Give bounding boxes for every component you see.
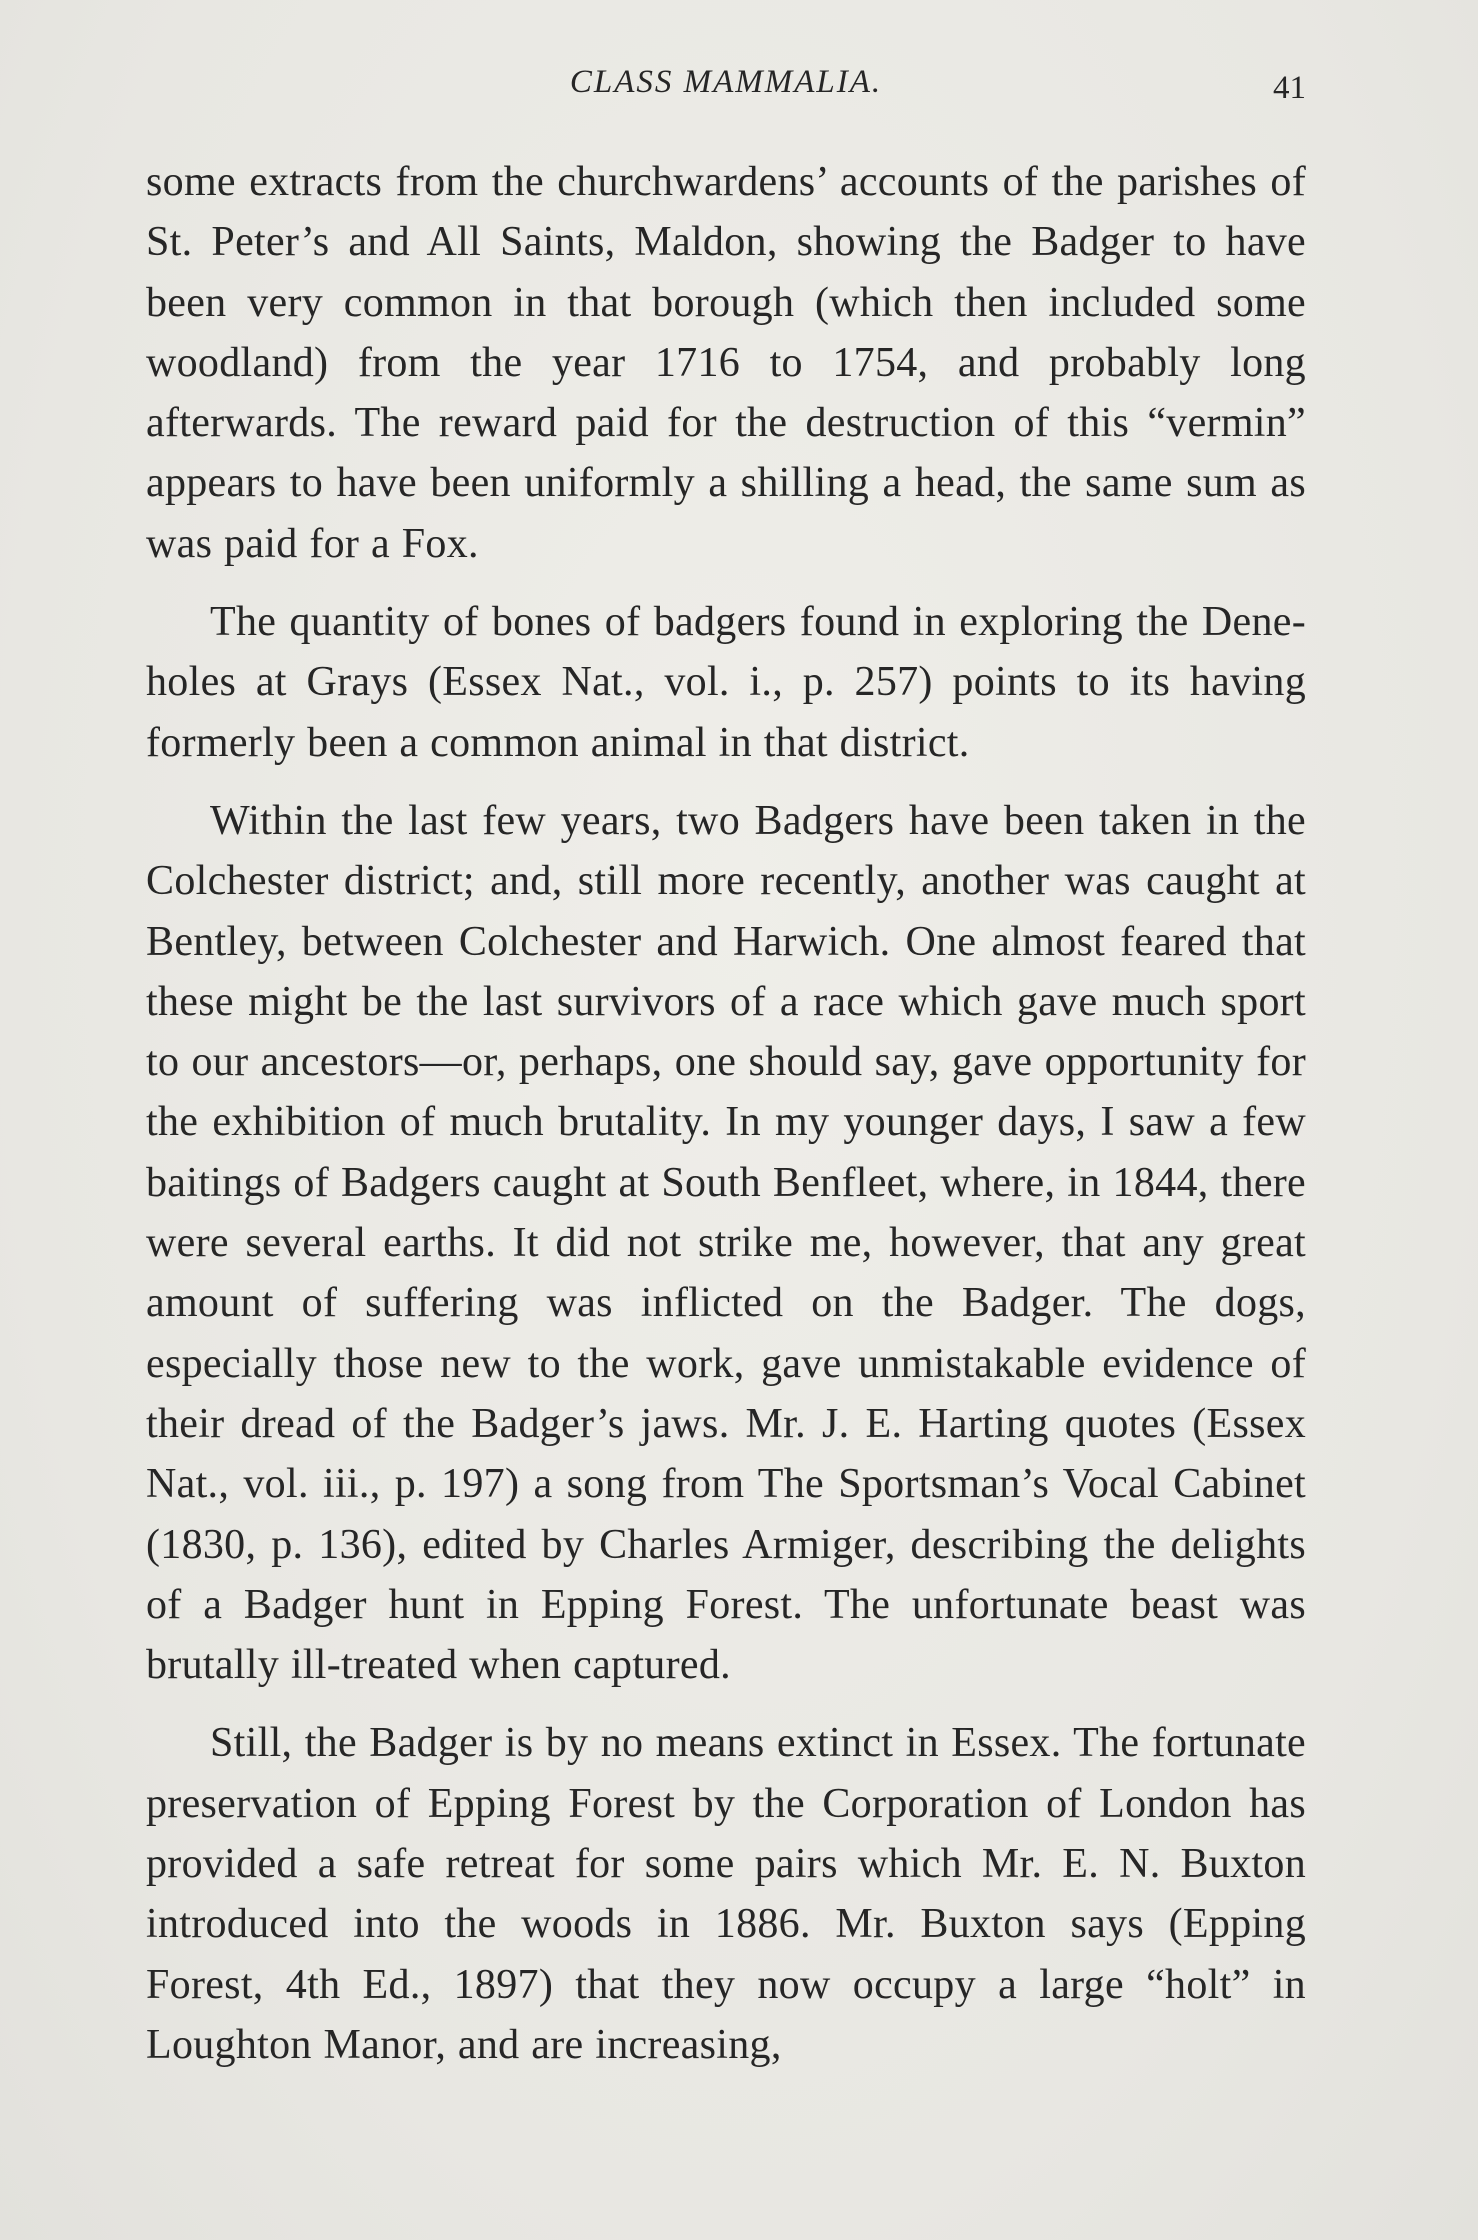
running-head: CLASS MAMMALIA. xyxy=(569,64,883,100)
paragraph-1: some extracts from the churchwardens’ accounts of the parishes of St. Peter’s and All Saints, Maldon, showing the Badger to have been very common in that borough (which then included some woodland) from the year 1716 to 1754, and probably long afterwards. The reward paid for the destruction of this “vermin” appears to have been uniformly a shilling a head, the same sum as was paid for a Fox. xyxy=(146,159,1306,567)
body-text xyxy=(146,152,1306,2075)
page-number: 41 xyxy=(1273,70,1306,106)
paragraph-2: The quantity of bones of badgers found in exploring the Dene-holes at Grays (Essex Nat., vol. i., p. 257) points to its having formerly been a common animal in that district. xyxy=(146,599,1306,766)
paragraph-3: Within the last few years, two Badgers have been taken in the Colchester district; and, still more recently, another was caught at Bentley, between Colchester and Harwich. One almost feared that these might be the last survivors of a race which gave much sport to our ancestors—or, perhaps, one should say, gave opportunity for the exhibition of much brutality. In my younger days, I saw a few baitings of Badgers caught at South Benfleet, where, in 1844, there were several earths. It did not strike me, however, that any great amount of suffering was inflicted on the Badger. The dogs, especially those new to the work, gave unmistakable evidence of their dread of the Badger’s jaws. Mr. J. E. Harting quotes (Essex Nat., vol. iii., p. 197) a song from The Sportsman’s Vocal Cabinet (1830, p. 136), edited by Charles Armiger, describing the delights of a Badger hunt in Epping Forest. The unfortunate beast was brutally ill-treated when captured. xyxy=(146,797,1306,1689)
paragraph-4: Still, the Badger is by no means extinct in Essex. The fortunate preservation of Epping Forest by the Corporation of London has provided a safe retreat for some pairs which Mr. E. N. Buxton introduced into the woods in 1886. Mr. Buxton says (Epping Forest, 4th Ed., 1897) that they now occupy a large “holt” in Loughton Manor, and are increasing, xyxy=(146,1720,1306,2068)
page-header xyxy=(146,64,1306,120)
